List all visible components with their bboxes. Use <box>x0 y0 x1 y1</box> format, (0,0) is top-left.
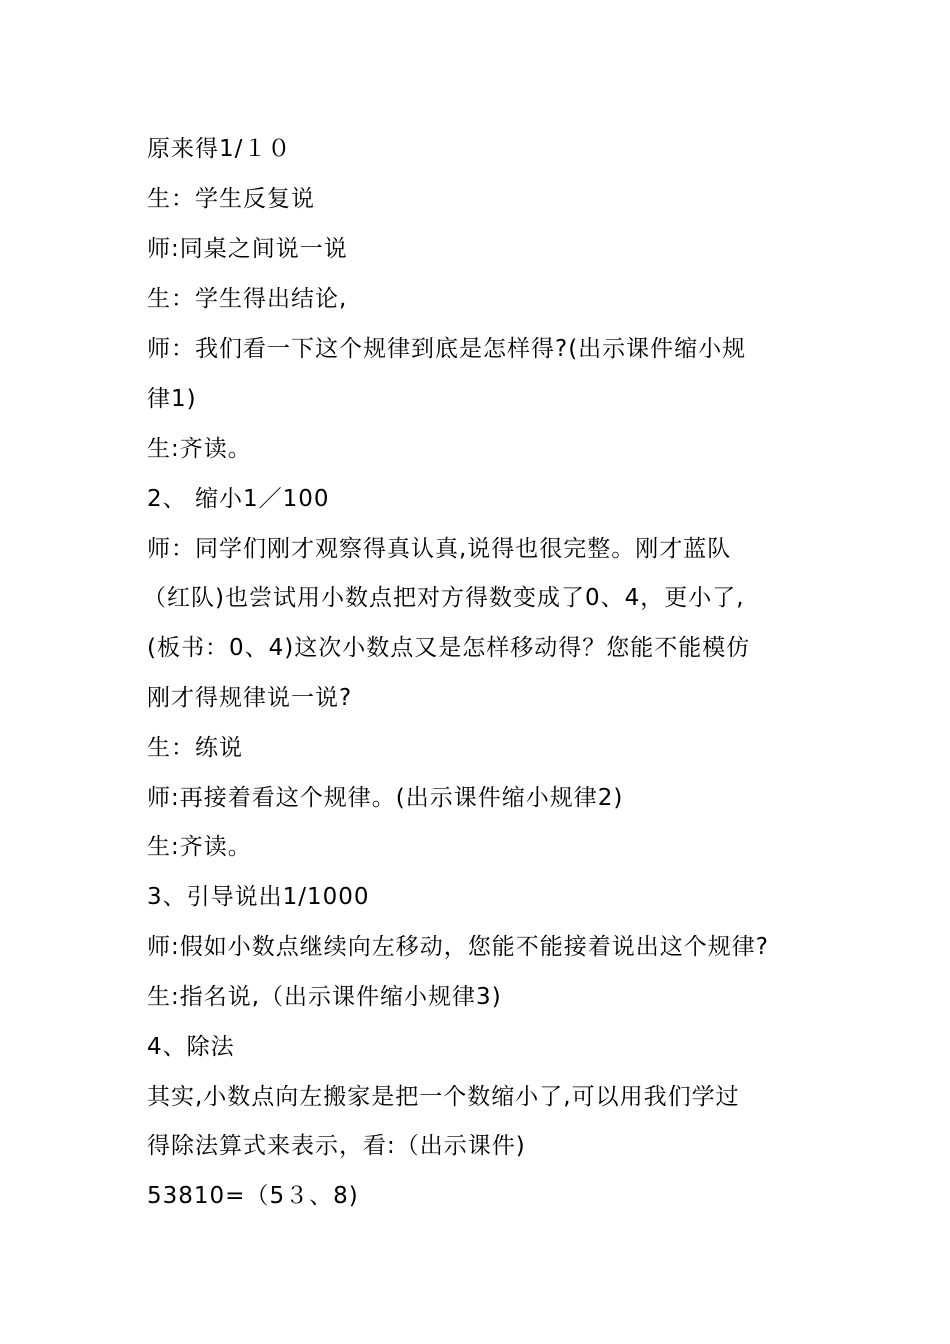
text-line: 生:齐读。 <box>147 834 252 860</box>
text-line: 师：同学们刚才观察得真认真,说得也很完整。刚才蓝队 <box>147 536 732 562</box>
text-line: 生：练说 <box>147 735 243 761</box>
text-line: （红队)也尝试用小数点把对方得数变成了0、4，更小了, <box>143 585 745 611</box>
text-line: 原来得1/１０ <box>147 136 292 162</box>
text-line: 生:指名说,（出示课件缩小规律3) <box>147 984 502 1010</box>
text-line: 生：学生得出结论, <box>147 286 348 312</box>
text-line: 4、除法 <box>147 1034 235 1060</box>
text-line: 生：学生反复说 <box>147 186 315 212</box>
text-line: 53810=（5３、8) <box>147 1183 359 1209</box>
text-line: 师：我们看一下这个规律到底是怎样得?(出示课件缩小规 <box>147 336 747 362</box>
text-line: 2、 缩小1／100 <box>147 486 330 512</box>
text-line: 其实,小数点向左搬家是把一个数缩小了,可以用我们学过 <box>147 1084 740 1110</box>
text-line: 生:齐读。 <box>147 436 252 462</box>
text-line: 3、引导说出1/1000 <box>147 884 370 910</box>
text-line: 得除法算式来表示，看:（出示课件) <box>147 1133 526 1159</box>
text-line: 师:再接着看这个规律。(出示课件缩小规律2) <box>147 785 624 811</box>
text-line: 刚才得规律说一说? <box>147 685 353 711</box>
text-line: 师:同桌之间说一说 <box>147 236 348 262</box>
text-line: 律1) <box>147 386 197 412</box>
text-line: (板书：0、4)这次小数点又是怎样移动得？您能不能模仿 <box>147 635 751 661</box>
text-line: 师:假如小数点继续向左移动，您能不能接着说出这个规律? <box>147 934 769 960</box>
